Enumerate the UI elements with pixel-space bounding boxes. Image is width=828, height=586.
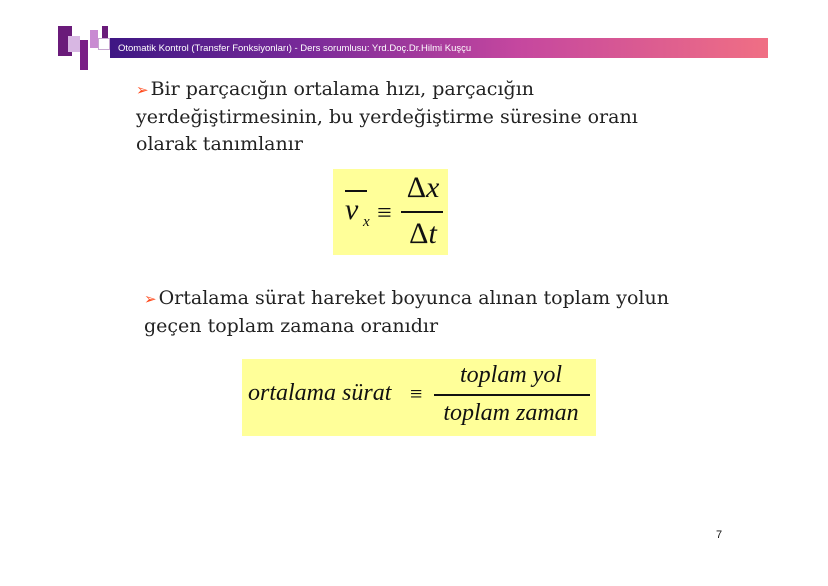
bullet-text: Bir parçacığın ortalama hızı, parçacığın yerdeğiştirmesinin, bu yerdeğiştirme süresine oranı olarak tanımlanır (136, 78, 638, 155)
fraction-bar (434, 394, 590, 396)
header-title: Otomatik Kontrol (Transfer Fonksiyonları) - Ders sorumlusu: Yrd.Doç.Dr.Hilmi Kuşçu (118, 42, 472, 54)
equivalence-sign: ≡ (377, 198, 392, 227)
formula-average-speed (242, 359, 596, 436)
page-number: 7 (716, 529, 723, 541)
arrow-bullet-icon: ➢ (144, 290, 157, 308)
delta-symbol: Δ (406, 171, 426, 204)
bullet-paragraph-average-velocity (136, 76, 696, 158)
fraction-bar (401, 211, 443, 213)
bullet-paragraph-average-speed (144, 285, 704, 340)
delta-symbol: Δ (409, 217, 429, 250)
logo-block (68, 36, 80, 52)
formula-lhs-symbol: v (345, 193, 359, 226)
formula-denominator (403, 217, 443, 251)
logo-block (90, 30, 98, 48)
overline (345, 190, 367, 192)
formula-numerator (403, 171, 443, 205)
denominator-variable: t (428, 217, 437, 250)
formula-denominator: toplam zaman (443, 400, 579, 426)
arrow-bullet-icon: ➢ (136, 81, 149, 99)
formula-lhs-subscript: x (363, 214, 370, 230)
bullet-text: Ortalama sürat hareket boyunca alınan toplam yolun geçen toplam zamana oranıdır (144, 287, 669, 337)
logo-block (102, 26, 108, 38)
logo-block (98, 38, 110, 50)
equivalence-sign: ≡ (410, 381, 423, 406)
formula-average-velocity (333, 169, 448, 255)
logo-block (80, 40, 88, 70)
formula-lhs: ortalama sürat (248, 380, 392, 406)
formula-numerator: toplam yol (460, 362, 562, 388)
header-bar (110, 38, 768, 58)
numerator-variable: x (425, 171, 440, 204)
